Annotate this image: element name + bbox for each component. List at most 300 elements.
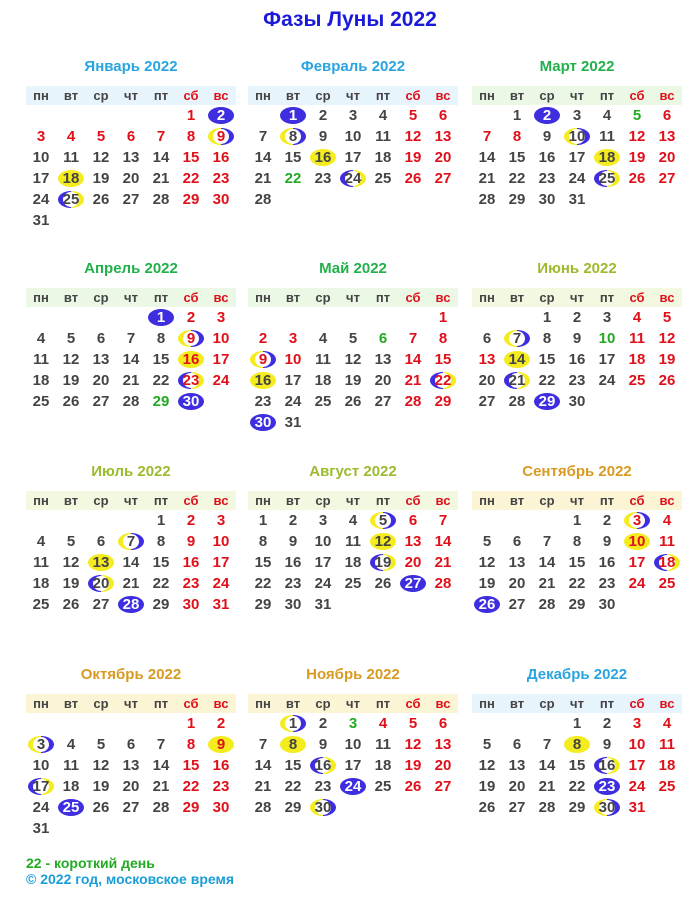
- calendar-day: 27: [122, 191, 140, 208]
- weekday-label: ср: [315, 88, 331, 103]
- week-row: [248, 510, 458, 531]
- calendar-day: 12: [92, 149, 110, 166]
- weekday-label: вс: [435, 290, 451, 305]
- calendar-day: 26: [92, 191, 110, 208]
- weekday-label: пн: [479, 290, 495, 305]
- full-moon-day: 18: [56, 168, 86, 189]
- week-row: [248, 573, 458, 594]
- empty-day: [86, 510, 116, 531]
- calendar-day: 6: [438, 715, 448, 732]
- calendar-day: 27: [92, 393, 110, 410]
- weekday-label: чт: [124, 290, 138, 305]
- calendar-day: 29: [284, 799, 302, 816]
- weekday-label: вт: [509, 88, 525, 103]
- calendar-day: 31: [284, 414, 302, 431]
- weekday-label: ср: [93, 696, 109, 711]
- calendar-day: 28: [478, 191, 496, 208]
- calendar-day: 19: [478, 575, 496, 592]
- calendar-day: 22: [182, 778, 200, 795]
- week-row: [26, 189, 236, 210]
- calendar-day: 12: [478, 757, 496, 774]
- calendar-day: 10: [628, 736, 646, 753]
- new-moon-day: 2: [532, 105, 562, 126]
- week-row: [26, 594, 236, 615]
- calendar-day: 28: [508, 393, 526, 410]
- week-row: [248, 797, 458, 818]
- weekday-label: пт: [599, 696, 615, 711]
- calendar-day: 3: [572, 107, 582, 124]
- weekday-label: чт: [570, 88, 584, 103]
- weekday-label: пн: [255, 88, 271, 103]
- calendar-day: 19: [62, 575, 80, 592]
- first-quarter-day: 9: [206, 126, 236, 147]
- weekday-label: пн: [33, 696, 49, 711]
- empty-day: [116, 713, 146, 734]
- calendar-day: 7: [542, 736, 552, 753]
- new-moon-day: 1: [146, 307, 176, 328]
- week-row: [26, 713, 236, 734]
- calendar-day: 31: [212, 596, 230, 613]
- weekday-label: вт: [285, 696, 301, 711]
- legend: [26, 855, 234, 887]
- new-moon-day: 23: [592, 776, 622, 797]
- empty-day: [116, 307, 146, 328]
- calendar-day: 4: [36, 330, 46, 347]
- month-calendar: [248, 254, 458, 433]
- calendar-day: 8: [186, 736, 196, 753]
- calendar-day: 4: [348, 512, 358, 529]
- month-calendar: [248, 660, 458, 818]
- calendar-day: 15: [568, 554, 586, 571]
- calendar-day: 24: [314, 575, 332, 592]
- calendar-day: 1: [438, 309, 448, 326]
- calendar-day: 10: [212, 330, 230, 347]
- calendar-day: 23: [212, 778, 230, 795]
- calendar-day: 4: [662, 715, 672, 732]
- calendar-day: 23: [314, 170, 332, 187]
- calendar-day: 10: [344, 736, 362, 753]
- weekday-label: сб: [405, 696, 421, 711]
- weekday-label: вс: [435, 493, 451, 508]
- last-quarter-day: 21: [502, 370, 532, 391]
- calendar-day: 17: [628, 554, 646, 571]
- calendar-day: 17: [628, 757, 646, 774]
- page-title: Фазы Луны 2022: [263, 8, 437, 31]
- empty-day: [26, 105, 56, 126]
- empty-day: [472, 510, 502, 531]
- calendar-day: 22: [284, 778, 302, 795]
- calendar-day: 18: [314, 372, 332, 389]
- calendar-day: 6: [512, 533, 522, 550]
- calendar-day: 9: [602, 736, 612, 753]
- calendar-day: 12: [478, 554, 496, 571]
- empty-day: [146, 105, 176, 126]
- calendar-day: 24: [568, 170, 586, 187]
- calendar-day: 6: [96, 533, 106, 550]
- calendar-day: 27: [374, 393, 392, 410]
- full-moon-day: 8: [562, 734, 592, 755]
- calendar-day: 5: [408, 715, 418, 732]
- calendar-day: 28: [254, 191, 272, 208]
- calendar-day: 25: [374, 170, 392, 187]
- new-moon-day: 25: [56, 797, 86, 818]
- week-row: [472, 168, 682, 189]
- first-quarter-day: 7: [116, 531, 146, 552]
- calendar-day: 10: [32, 149, 50, 166]
- last-quarter-day: 24: [338, 168, 368, 189]
- calendar-day: 12: [658, 330, 676, 347]
- full-moon-day: 8: [278, 734, 308, 755]
- calendar-day: 17: [284, 372, 302, 389]
- empty-day: [146, 713, 176, 734]
- calendar-day: 27: [122, 799, 140, 816]
- calendar-day: 3: [348, 715, 358, 732]
- calendar-day: 22: [568, 575, 586, 592]
- weekday-label: вт: [63, 290, 79, 305]
- calendar-day: 6: [662, 107, 672, 124]
- calendar-day: 22: [254, 575, 272, 592]
- new-moon-day: 29: [532, 391, 562, 412]
- weekday-label: сб: [405, 88, 421, 103]
- weekday-label: вс: [213, 696, 229, 711]
- calendar-day: 23: [598, 575, 616, 592]
- week-row: [472, 713, 682, 734]
- week-row: [26, 797, 236, 818]
- calendar-day: 19: [344, 372, 362, 389]
- calendar-day: 14: [478, 149, 496, 166]
- calendar-day: 19: [404, 149, 422, 166]
- calendar-day: 3: [348, 107, 358, 124]
- calendar-day: 26: [344, 393, 362, 410]
- first-quarter-day: 30: [308, 797, 338, 818]
- month-title: Июль 2022: [91, 463, 171, 480]
- calendar-day: 4: [662, 512, 672, 529]
- empty-day: [532, 713, 562, 734]
- calendar-day: 5: [96, 736, 106, 753]
- calendar-day: 3: [602, 309, 612, 326]
- calendar-day: 17: [212, 351, 230, 368]
- new-moon-day: 30: [176, 391, 206, 412]
- calendar-day: 21: [254, 778, 272, 795]
- calendar-day: 7: [542, 533, 552, 550]
- calendar-day: 28: [152, 799, 170, 816]
- calendar-day: 26: [62, 596, 80, 613]
- calendar-day: 5: [66, 330, 76, 347]
- month-title: Март 2022: [539, 58, 615, 75]
- calendar-day: 17: [568, 149, 586, 166]
- calendar-day: 10: [32, 757, 50, 774]
- weekday-label: вс: [213, 290, 229, 305]
- week-row: [248, 307, 458, 328]
- week-row: [472, 349, 682, 370]
- calendar-day: 20: [508, 575, 526, 592]
- weekday-label: чт: [124, 493, 138, 508]
- week-row: [26, 307, 236, 328]
- weekday-header: [26, 86, 236, 105]
- calendar-day: 7: [126, 330, 136, 347]
- calendar-day: 23: [538, 170, 556, 187]
- calendar-day: 17: [32, 170, 50, 187]
- calendar-day: 15: [152, 351, 170, 368]
- week-row: [248, 105, 458, 126]
- weekday-label: вт: [509, 696, 525, 711]
- calendar-day: 21: [122, 372, 140, 389]
- calendar-day: 14: [434, 533, 452, 550]
- weekday-label: чт: [124, 88, 138, 103]
- weekday-label: пт: [153, 88, 169, 103]
- month-title: Февраль 2022: [300, 58, 406, 75]
- calendar-day: 13: [658, 128, 676, 145]
- weekday-label: пт: [599, 290, 615, 305]
- weekday-label: чт: [124, 696, 138, 711]
- calendar-day: 2: [572, 309, 582, 326]
- calendar-day: 25: [658, 575, 676, 592]
- weekday-label: чт: [570, 696, 584, 711]
- calendar-day: 15: [568, 757, 586, 774]
- calendar-day: 14: [122, 351, 140, 368]
- calendar-day: 5: [632, 107, 642, 124]
- calendar-day: 17: [212, 554, 230, 571]
- week-row: [248, 531, 458, 552]
- week-row: [472, 755, 682, 776]
- calendar-day: 2: [288, 512, 298, 529]
- calendar-day: 30: [598, 596, 616, 613]
- weekday-label: сб: [629, 290, 645, 305]
- calendar-day: 27: [478, 393, 496, 410]
- calendar-day: 10: [314, 533, 332, 550]
- weekday-label: пт: [153, 493, 169, 508]
- full-moon-day: 13: [86, 552, 116, 573]
- calendar-day: 23: [182, 575, 200, 592]
- weekday-label: чт: [570, 493, 584, 508]
- calendar-day: 2: [318, 715, 328, 732]
- calendar-day: 29: [182, 191, 200, 208]
- week-row: [472, 594, 682, 615]
- week-row: [26, 391, 236, 412]
- month-title: Сентябрь 2022: [522, 463, 632, 480]
- calendar-day: 21: [538, 575, 556, 592]
- weekday-label: вт: [285, 493, 301, 508]
- month-calendar: [26, 660, 236, 839]
- calendar-day: 17: [314, 554, 332, 571]
- calendar-day: 15: [284, 757, 302, 774]
- calendar-day: 30: [182, 596, 200, 613]
- calendar-day: 22: [152, 372, 170, 389]
- calendar-day: 5: [66, 533, 76, 550]
- week-row: [248, 391, 458, 412]
- calendar-day: 25: [32, 393, 50, 410]
- empty-day: [116, 510, 146, 531]
- calendar-day: 17: [344, 757, 362, 774]
- calendar-day: 13: [508, 554, 526, 571]
- calendar-day: 14: [538, 554, 556, 571]
- calendar-day: 4: [318, 330, 328, 347]
- calendar-day: 6: [408, 512, 418, 529]
- calendar-day: 6: [482, 330, 492, 347]
- calendar-day: 3: [36, 128, 46, 145]
- calendar-day: 22: [284, 170, 302, 187]
- calendar-day: 25: [32, 596, 50, 613]
- week-row: [248, 552, 458, 573]
- calendar-day: 8: [572, 533, 582, 550]
- calendar-day: 1: [572, 715, 582, 732]
- calendar-day: 30: [568, 393, 586, 410]
- calendar-day: 11: [375, 128, 391, 145]
- full-moon-day: 16: [308, 147, 338, 168]
- calendar-day: 18: [62, 778, 80, 795]
- first-quarter-day: 10: [562, 126, 592, 147]
- calendar-day: 12: [62, 554, 80, 571]
- weekday-label: пт: [153, 696, 169, 711]
- week-row: [26, 349, 236, 370]
- weekday-label: пт: [375, 493, 391, 508]
- calendar-day: 3: [288, 330, 298, 347]
- new-moon-day: 28: [116, 594, 146, 615]
- calendar-day: 18: [374, 149, 392, 166]
- calendar-day: 5: [96, 128, 106, 145]
- calendar-day: 28: [538, 596, 556, 613]
- first-quarter-day: 7: [502, 328, 532, 349]
- calendar-day: 14: [152, 149, 170, 166]
- empty-day: [502, 510, 532, 531]
- weekday-label: сб: [183, 493, 199, 508]
- empty-day: [472, 105, 502, 126]
- calendar-day: 26: [628, 170, 646, 187]
- first-quarter-day: 30: [592, 797, 622, 818]
- week-row: [26, 328, 236, 349]
- weekday-header: [248, 694, 458, 713]
- weekday-label: вс: [213, 493, 229, 508]
- last-quarter-day: 20: [86, 573, 116, 594]
- calendar-day: 8: [542, 330, 552, 347]
- calendar-day: 30: [212, 799, 230, 816]
- calendar-day: 10: [284, 351, 302, 368]
- calendar-day: 1: [258, 512, 268, 529]
- weekday-label: ср: [315, 696, 331, 711]
- weekday-label: ср: [315, 290, 331, 305]
- week-row: [26, 105, 236, 126]
- week-row: [26, 126, 236, 147]
- full-moon-day: 12: [368, 531, 398, 552]
- week-row: [26, 552, 236, 573]
- first-quarter-day: 5: [368, 510, 398, 531]
- calendar-day: 7: [156, 128, 166, 145]
- weekday-label: чт: [346, 88, 360, 103]
- week-row: [26, 734, 236, 755]
- calendar-day: 21: [434, 554, 452, 571]
- weekday-header: [248, 491, 458, 510]
- month-title: Октябрь 2022: [80, 666, 182, 683]
- month-calendar: [472, 254, 682, 412]
- empty-day: [26, 307, 56, 328]
- empty-day: [278, 307, 308, 328]
- week-row: [248, 349, 458, 370]
- calendar-day: 15: [508, 149, 526, 166]
- calendar-day: 15: [152, 554, 170, 571]
- week-row: [26, 818, 236, 839]
- month-calendar: [248, 52, 458, 210]
- calendar-day: 3: [216, 512, 226, 529]
- weekday-label: сб: [629, 493, 645, 508]
- weekday-label: пн: [479, 493, 495, 508]
- empty-day: [86, 105, 116, 126]
- calendar-day: 15: [538, 351, 556, 368]
- weekday-label: сб: [629, 88, 645, 103]
- calendar-day: 29: [182, 799, 200, 816]
- calendar-day: 24: [284, 393, 302, 410]
- calendar-day: 13: [434, 128, 452, 145]
- calendar-day: 23: [254, 393, 272, 410]
- calendar-day: 31: [32, 212, 50, 229]
- calendar-day: 11: [33, 554, 49, 571]
- calendar-day: 21: [152, 778, 170, 795]
- last-quarter-day: 22: [428, 370, 458, 391]
- calendar-day: 30: [284, 596, 302, 613]
- week-row: [26, 210, 236, 231]
- weekday-label: пн: [33, 290, 49, 305]
- calendar-day: 20: [508, 778, 526, 795]
- calendar-day: 9: [602, 533, 612, 550]
- calendar-day: 3: [632, 715, 642, 732]
- calendar-day: 8: [186, 128, 196, 145]
- first-quarter-day: 1: [278, 713, 308, 734]
- empty-day: [56, 713, 86, 734]
- calendar-day: 26: [404, 170, 422, 187]
- calendar-day: 11: [629, 330, 645, 347]
- calendar-day: 29: [254, 596, 272, 613]
- calendar-day: 8: [438, 330, 448, 347]
- last-quarter-day: 19: [368, 552, 398, 573]
- calendar-day: 16: [212, 757, 230, 774]
- calendar-day: 25: [374, 778, 392, 795]
- calendar-day: 20: [404, 554, 422, 571]
- weekday-label: чт: [346, 290, 360, 305]
- calendar-day: 2: [186, 309, 196, 326]
- week-row: [472, 552, 682, 573]
- calendar-day: 13: [122, 149, 140, 166]
- calendar-day: 13: [122, 757, 140, 774]
- calendar-day: 11: [33, 351, 49, 368]
- empty-day: [86, 713, 116, 734]
- empty-day: [26, 713, 56, 734]
- calendar-day: 29: [152, 393, 170, 410]
- copyright-note: © 2022 год, московское время: [26, 871, 234, 887]
- weekday-header: [248, 288, 458, 307]
- calendar-day: 16: [568, 351, 586, 368]
- calendar-day: 29: [568, 596, 586, 613]
- weekday-header: [26, 694, 236, 713]
- calendar-day: 24: [598, 372, 616, 389]
- calendar-day: 17: [598, 351, 616, 368]
- week-row: [26, 147, 236, 168]
- calendar-day: 2: [216, 715, 226, 732]
- calendar-day: 22: [152, 575, 170, 592]
- weekday-label: вт: [63, 88, 79, 103]
- calendar-day: 4: [36, 533, 46, 550]
- calendar-day: 30: [212, 191, 230, 208]
- calendar-day: 27: [658, 170, 676, 187]
- empty-day: [248, 713, 278, 734]
- calendar-day: 25: [314, 393, 332, 410]
- calendar-day: 29: [508, 191, 526, 208]
- week-row: [248, 328, 458, 349]
- calendar-day: 4: [632, 309, 642, 326]
- calendar-day: 27: [508, 799, 526, 816]
- calendar-day: 16: [284, 554, 302, 571]
- calendar-day: 18: [628, 351, 646, 368]
- week-row: [472, 370, 682, 391]
- calendar-day: 6: [512, 736, 522, 753]
